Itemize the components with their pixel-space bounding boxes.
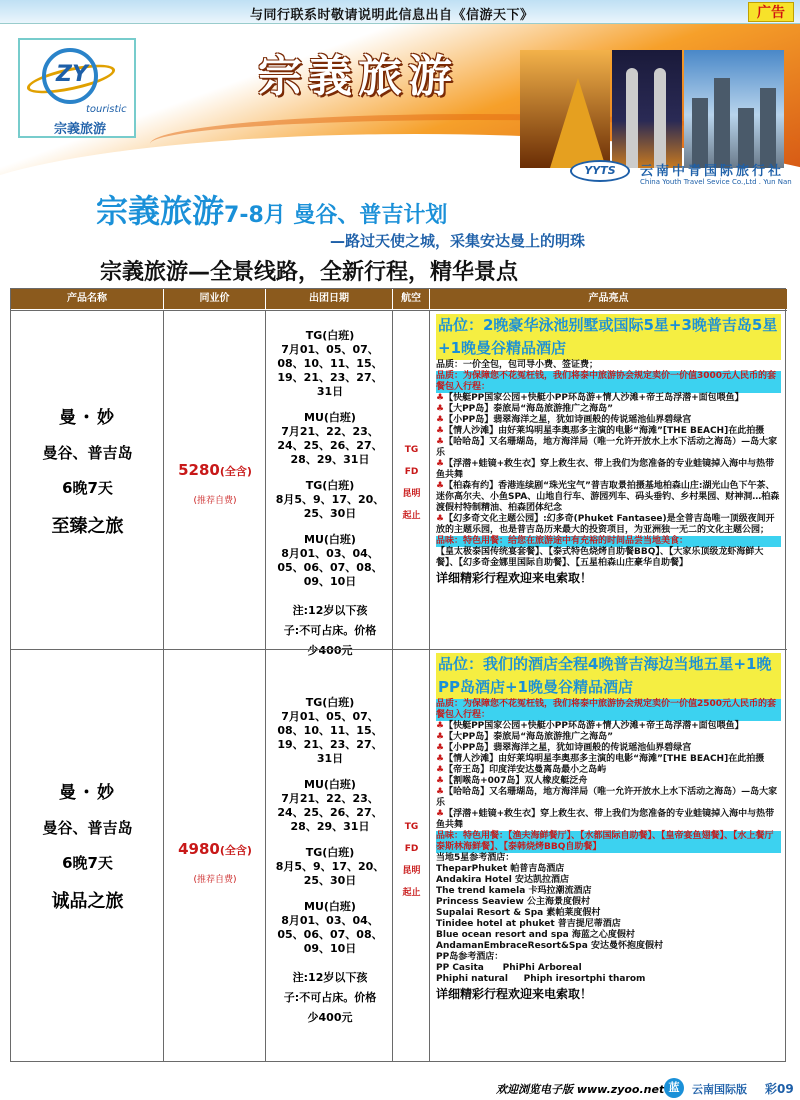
agency-logo: YYTS <box>570 160 630 182</box>
footer-site: 欢迎浏览电子版 www.zyoo.net <box>496 1083 665 1096</box>
price-value: 4980(全含) <box>178 840 252 858</box>
company-logo <box>18 38 136 138</box>
brand-title: 宗義旅游 <box>258 51 458 102</box>
child-note: 注:12岁以下孩 子:不可占床。价格 少400元 <box>283 604 377 657</box>
footer-badge: 蓝 <box>664 1078 684 1098</box>
thai-temple-photo <box>520 50 610 168</box>
airline-cell <box>393 311 430 649</box>
ad-badge: 广告 <box>748 2 794 22</box>
highlight-items: 品质：为保障您不花冤枉钱，我们将泰中旅游协会规定卖价一价值2500元人民币的套餐包入行程： ♣【快艇PP国家公园+快艇小PP环岛游+情人沙滩+帝王岛浮潜+面包喂鱼】 ♣【大PP岛】泰旅局“海岛旅游推广之海岛” ♣【小PP岛】翡翠海洋之星，犹如诗画般的传说瑶池仙界碧绿宫 ♣【情人沙滩】由好莱坞明星李奥那多主演的电影“海滩”[THE BEACH]在此拍摄 ♣【帝王岛】印度洋安达曼离岛最小之岛屿 ♣【割喉岛+007岛】双人橡皮艇泛舟 ♣【哈哈岛】又名珊瑚岛，地方海洋局（唯一允许开放水上水下活动之海岛）—岛大家乐 ♣【浮潜+蛙镜+救生衣】穿上救生衣、带上我们为您准备的专业蛙镜掉入海中与热带鱼共舞 品味：特色用餐：【渔夫海鲜餐厅】、【水都国际自助餐】、【皇帝宴鱼翅餐】、【水上餐厅泰斯林海鲜餐】、【泰韩烧烤BBQ自助餐】 当地5星参考酒店： TheparPhuket 帕普吉岛酒店 Andakira Hotel 安达凯拉酒店 The trend kamela 卡玛拉潮流酒店 Princess Seaview 公主海景度假村 Supalai Resort & Spa 素帕莱度假村 Tinidee hotel at phuket 普吉提尼蒂酒店 Blue ocean resort and spa 海蓝之心度假村 AndamanEmbraceResort&Spa 安达曼怀抱度假村 PP岛参考酒店： PP Casita PhiPhi Arboreal Phiphi natural Phiph iresortphi tharom <box>436 699 781 985</box>
singapore-skyline-photo <box>684 50 784 168</box>
table-row <box>11 649 787 1062</box>
highlight-items: 品质：一价全包，包司导小费、签证费； 品质：为保障您不花冤枉钱，我们将泰中旅游协会规定卖价一价值3000元人民币的套餐包入行程： ♣【快艇PP国家公园+快艇小PP环岛游+情人沙滩+帝王岛浮潜+面包喂鱼】 ♣【大PP岛】泰旅局“海岛旅游推广之海岛” ♣【小PP岛】翡翠海洋之星，犹如诗画般的传说瑶池仙界碧绿宫 ♣【情人沙滩】由好莱坞明星李奥那多主演的电影“海滩”[THE BEACH]在此拍摄 ♣【哈哈岛】又名珊瑚岛，地方海洋局（唯一允许开放水上水下活动之海岛）—岛大家乐 ♣【浮潜+蛙镜+救生衣】穿上救生衣、带上我们为您准备的专业蛙镜掉入海中与热带鱼共舞 ♣【柏森有约】香港连续剧“珠光宝气”普吉取景拍摄基地柏森山庄:湖光山色下午茶、迷你高尔夫、小鱼SPA、山地自行车、游园列车、码头垂钓、乡村果园、财神洞…柏森渡假村特制精油、柏森团体纪念 ♣【幻多奇文化主题公园】:幻多奇(Phuket Fantasee)是全普吉岛唯一顶级夜间开放的主题乐园，也是普吉岛历来最大的投资项目，为亚洲独一无二的文化主题公园； 品味：特色用餐：给您在旅游途中有充裕的时间品尝当地美食： 【皇太极泰国传统宴套餐】、【泰式特色烧烤自助餐BBQ】、【大家乐顶级龙虾海鲜大餐】、【幻多奇金娜里国际自助餐】、【五星柏森山庄豪华自助餐】 <box>436 360 780 568</box>
end-note: 详细精彩行程欢迎来电索取！ <box>436 571 593 585</box>
highlights <box>436 314 781 587</box>
product-name: 曼・妙 曼谷、普吉岛 6晚7天 至臻之旅 <box>42 408 133 537</box>
dates-cell <box>266 650 393 1062</box>
trip-title-rest: 7-8月 曼谷、普吉计划 <box>224 203 448 228</box>
price-note: (推荐自费) <box>193 875 237 885</box>
product-name: 曼・妙 曼谷、普吉岛 6晚7天 诚品之旅 <box>42 783 133 912</box>
price-note: (推荐自费) <box>193 496 237 506</box>
price-value: 5280(全含) <box>178 461 252 479</box>
header-price: 同业价 <box>164 289 266 309</box>
highlights-cell <box>430 311 787 649</box>
price-cell <box>164 650 266 1062</box>
departure-dates: TG(白班) 7月01、05、07、 08、10、11、15、 19、21、23、27、 31日 MU(白班) 7月21、22、23、 24、25、26、27、 28、29、31日 TG(白班) 8月5、9、17、20、 25、30日 MU(白班) 8月01、03、04、 05、06、07、08、 09、10日 注:12岁以下孩 子:不可占床。价格 少400元 <box>270 696 390 1028</box>
trip-title <box>96 186 447 232</box>
logo-name: 宗義旅游 <box>54 122 107 137</box>
highlight-title: 品位：2晚豪华泳池别墅或国际5星+3晚普吉岛5星+1晚曼谷精品酒店 <box>436 314 781 360</box>
highlights <box>436 653 781 1003</box>
price-cell <box>164 311 266 649</box>
logo-tagline: touristic <box>86 104 127 115</box>
header-highlights: 产品亮点 <box>430 289 787 309</box>
source-notice: 与同行联系时敬请说明此信息出自《信游天下》 <box>250 8 534 23</box>
footer <box>0 1076 800 1100</box>
top-notice-bar <box>0 0 800 24</box>
header-departure-dates: 出团日期 <box>266 289 393 309</box>
logo-abbr: ZY <box>56 62 88 87</box>
twin-towers-photo <box>612 50 682 168</box>
footer-page: 彩09 <box>765 1082 794 1096</box>
departure-dates: TG(白班) 7月01、05、07、 08、10、11、15、 19、21、23、27、 31日 MU(白班) 7月21、22、23、 24、25、26、27、 28、29、31日 TG(白班) 8月5、9、17、20、 25、30日 MU(白班) 8月01、03、04、 05、06、07、08、 09、10日 注:12岁以下孩 子:不可占床。价格 少400元 <box>270 329 390 661</box>
agency-name-en: China Youth Travel Sevice Co.,Ltd . Yun Nan <box>640 178 792 186</box>
header-airline: 航空 <box>393 289 430 309</box>
subtitle: —路过天使之城，采集安达曼上的明珠 <box>330 232 586 250</box>
airline-cell <box>393 650 430 1062</box>
product-name-cell <box>11 311 164 649</box>
product-table <box>10 288 786 1062</box>
trip-title-brand: 宗義旅游 <box>96 192 225 230</box>
airline-info: TG FD 昆明 起止 <box>402 822 421 898</box>
highlights-cell <box>430 650 787 1062</box>
end-note: 详细精彩行程欢迎来电索取！ <box>436 987 593 1001</box>
product-name-cell <box>11 650 164 1062</box>
dates-cell <box>266 311 393 657</box>
highlight-title: 品位：我们的酒店全程4晚普吉海边当地五星+1晚PP岛酒店+1晚曼谷精品酒店 <box>436 653 781 699</box>
header-product-name: 产品名称 <box>11 289 164 309</box>
airline-info: TG FD 昆明 起止 <box>402 445 421 521</box>
footer-edition: 云南国际版 <box>692 1083 747 1096</box>
child-note: 注:12岁以下孩 子:不可占床。价格 少400元 <box>283 971 377 1024</box>
table-row <box>11 310 787 657</box>
agency-name: 云南中青国际旅行社 <box>640 164 785 179</box>
headline: 宗義旅游—全景线路，全新行程，精华景点 <box>100 260 519 285</box>
